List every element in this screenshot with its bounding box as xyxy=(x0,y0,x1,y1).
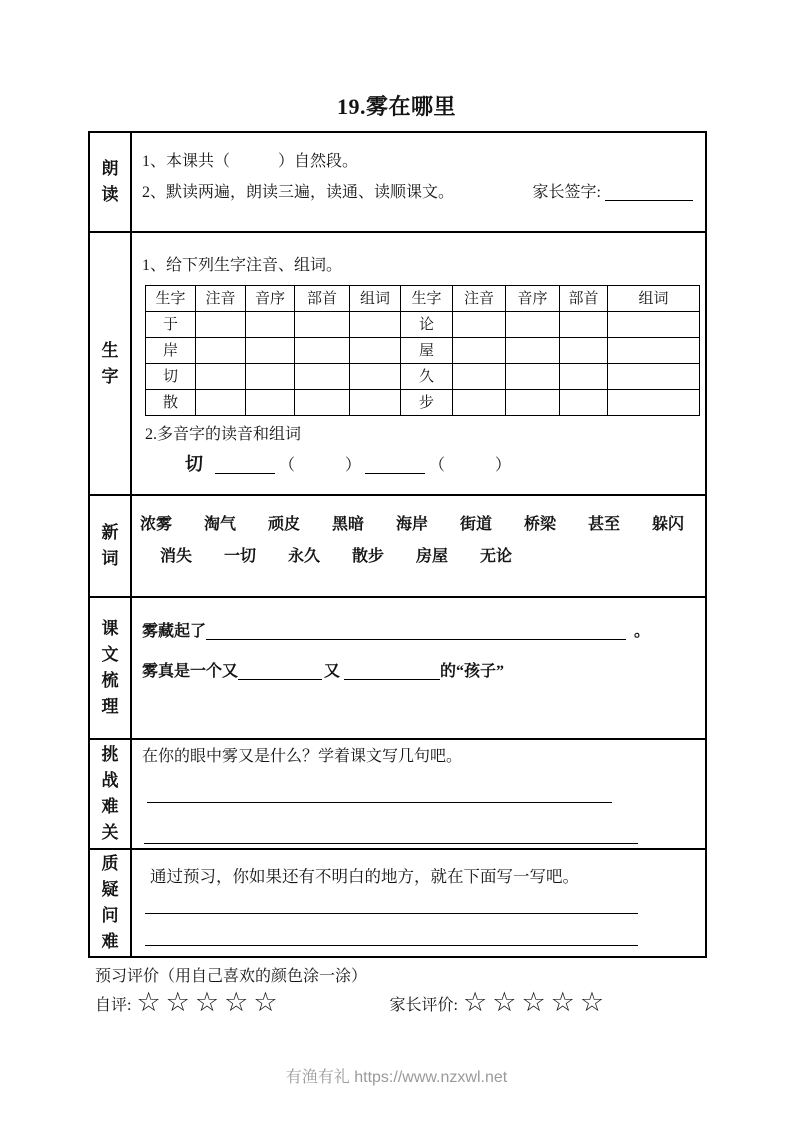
preview-evaluation xyxy=(88,963,728,1017)
paren-open: （ xyxy=(429,457,446,474)
star-icon[interactable]: ☆ xyxy=(136,987,161,1018)
star-icon[interactable]: ☆ xyxy=(550,987,575,1018)
col-header: 注音 xyxy=(453,286,506,312)
self-rating-label: 自评: xyxy=(95,996,132,1014)
col-header: 生字 xyxy=(146,286,196,312)
section-label-questions: 质疑问难 xyxy=(101,854,119,951)
table-blank-cell[interactable] xyxy=(506,338,560,364)
star-icon[interactable]: ☆ xyxy=(579,987,605,1018)
table-blank-cell[interactable] xyxy=(608,390,700,416)
worksheet-table xyxy=(88,131,707,958)
parent-rating-label: 家长评价: xyxy=(389,996,458,1014)
section-challenge xyxy=(90,740,705,850)
table-blank-cell[interactable] xyxy=(608,312,700,338)
fill-sentence-1-suffix: 。 xyxy=(634,623,651,640)
table-row xyxy=(146,390,700,416)
table-blank-cell[interactable] xyxy=(350,390,401,416)
fill-sentence-2-mid: 又 xyxy=(324,663,341,680)
table-blank-cell[interactable] xyxy=(506,364,560,390)
writing-line[interactable] xyxy=(147,802,612,803)
table-blank-cell[interactable] xyxy=(453,364,506,390)
table-blank-cell[interactable] xyxy=(560,338,608,364)
site-watermark: 有渔有礼 https://www.nzxwl.net xyxy=(285,1069,508,1086)
questions-content xyxy=(132,850,705,956)
table-blank-cell[interactable] xyxy=(350,312,401,338)
section-questions xyxy=(90,850,705,956)
reading-content xyxy=(132,133,705,231)
col-header: 音序 xyxy=(506,286,560,312)
star-icon[interactable]: ☆ xyxy=(165,987,190,1018)
reading-task-2: 2、默读两遍，朗读三遍，读通、读顺课文。 xyxy=(142,184,455,201)
character-practice-table xyxy=(145,285,700,416)
star-icon[interactable]: ☆ xyxy=(521,987,546,1018)
paren-close: ） xyxy=(345,457,362,474)
multi-pronunciation-character: 切 xyxy=(185,454,203,474)
section-new-characters xyxy=(90,233,705,496)
table-blank-cell[interactable] xyxy=(350,364,401,390)
table-blank-cell[interactable] xyxy=(608,364,700,390)
table-blank-cell[interactable] xyxy=(453,390,506,416)
table-blank-cell[interactable] xyxy=(295,364,350,390)
character-cell: 散 xyxy=(146,390,196,416)
col-header: 部首 xyxy=(560,286,608,312)
fill-sentence-2-suffix: 的“孩子” xyxy=(440,663,505,680)
writing-line[interactable] xyxy=(144,843,638,844)
section-label-cell xyxy=(90,233,132,494)
evaluation-title: 预习评价（用自己喜欢的颜色涂一涂） xyxy=(95,968,368,985)
table-blank-cell[interactable] xyxy=(506,312,560,338)
table-blank-cell[interactable] xyxy=(196,338,246,364)
col-header: 生字 xyxy=(401,286,453,312)
table-header-row xyxy=(146,286,700,312)
section-label-challenge: 挑战难关 xyxy=(101,745,119,842)
col-header: 音序 xyxy=(246,286,295,312)
reading-task-1: 1、本课共（ ）自然段。 xyxy=(142,153,359,170)
table-blank-cell[interactable] xyxy=(196,364,246,390)
character-cell: 屋 xyxy=(401,338,453,364)
fill-sentence-1-blank[interactable] xyxy=(206,623,626,640)
parent-signature-label: 家长签字: xyxy=(532,184,601,201)
table-blank-cell[interactable] xyxy=(453,312,506,338)
table-blank-cell[interactable] xyxy=(453,338,506,364)
col-header: 部首 xyxy=(295,286,350,312)
section-label-words: 新词 xyxy=(101,523,119,568)
table-blank-cell[interactable] xyxy=(608,338,700,364)
table-blank-cell[interactable] xyxy=(246,390,295,416)
characters-task-2: 2.多音字的读音和组词 xyxy=(145,426,302,443)
section-label-text-review: 课文梳理 xyxy=(101,619,119,716)
writing-line[interactable] xyxy=(145,913,638,914)
table-blank-cell[interactable] xyxy=(295,338,350,364)
writing-line[interactable] xyxy=(145,945,638,946)
col-header: 组词 xyxy=(350,286,401,312)
pinyin-blank-2[interactable] xyxy=(365,457,425,474)
characters-task-1: 1、给下列生字注音、组词。 xyxy=(142,257,343,274)
table-blank-cell[interactable] xyxy=(560,312,608,338)
section-label-characters: 生字 xyxy=(101,340,119,386)
table-blank-cell[interactable] xyxy=(506,390,560,416)
fill-sentence-1-prefix: 雾藏起了 xyxy=(142,623,207,640)
star-icon[interactable]: ☆ xyxy=(224,987,249,1018)
section-label-cell xyxy=(90,133,132,231)
section-new-words xyxy=(90,496,705,598)
questions-prompt: 通过预习，你如果还有不明白的地方，就在下面写一写吧。 xyxy=(150,867,579,886)
character-cell: 久 xyxy=(401,364,453,390)
table-blank-cell[interactable] xyxy=(560,364,608,390)
section-label-cell xyxy=(90,598,132,738)
star-icon[interactable]: ☆ xyxy=(463,987,488,1018)
pinyin-blank-1[interactable] xyxy=(215,457,275,474)
section-label-reading: 朗读 xyxy=(101,159,119,204)
table-blank-cell[interactable] xyxy=(246,338,295,364)
character-cell: 步 xyxy=(401,390,453,416)
fill-sentence-2-blank-1[interactable] xyxy=(238,663,322,680)
table-blank-cell[interactable] xyxy=(295,390,350,416)
section-label-cell xyxy=(90,496,132,596)
section-reading-aloud xyxy=(90,133,705,233)
table-row xyxy=(146,364,700,390)
challenge-content xyxy=(132,740,705,848)
table-blank-cell[interactable] xyxy=(295,312,350,338)
word-list-line-1: 浓雾 淘气 顽皮 黑暗 海岸 街道 桥梁 甚至 躲闪 xyxy=(140,516,685,533)
characters-content xyxy=(132,233,708,494)
character-cell: 岸 xyxy=(146,338,196,364)
table-blank-cell[interactable] xyxy=(350,338,401,364)
fill-sentence-2-prefix: 雾真是一个又 xyxy=(142,663,239,680)
character-cell: 于 xyxy=(146,312,196,338)
col-header: 组词 xyxy=(608,286,700,312)
table-blank-cell[interactable] xyxy=(196,312,246,338)
table-row xyxy=(146,338,700,364)
fill-sentence-2-blank-2[interactable] xyxy=(344,663,440,680)
section-label-cell xyxy=(90,740,132,848)
table-blank-cell[interactable] xyxy=(560,390,608,416)
multi-pronunciation-line xyxy=(185,452,700,478)
star-icon[interactable]: ☆ xyxy=(253,987,278,1018)
paren-close: ） xyxy=(495,457,512,474)
table-blank-cell[interactable] xyxy=(196,390,246,416)
paren-open: （ xyxy=(279,457,296,474)
section-label-cell xyxy=(90,850,132,956)
col-header: 注音 xyxy=(196,286,246,312)
words-content xyxy=(132,496,705,596)
page-title: 19.雾在哪里 xyxy=(336,94,456,119)
challenge-prompt: 在你的眼中雾又是什么？学着课文写几句吧。 xyxy=(142,748,463,765)
star-icon[interactable]: ☆ xyxy=(194,987,220,1018)
table-row xyxy=(146,312,700,338)
section-text-review xyxy=(90,598,705,740)
word-list-line-2: 消失 一切 永久 散步 房屋 无论 xyxy=(160,548,513,565)
table-blank-cell[interactable] xyxy=(246,312,295,338)
text-review-content xyxy=(132,598,705,738)
character-cell: 切 xyxy=(146,364,196,390)
star-icon[interactable]: ☆ xyxy=(492,987,517,1018)
table-blank-cell[interactable] xyxy=(246,364,295,390)
parent-signature-blank[interactable] xyxy=(605,184,693,201)
character-cell: 论 xyxy=(401,312,453,338)
